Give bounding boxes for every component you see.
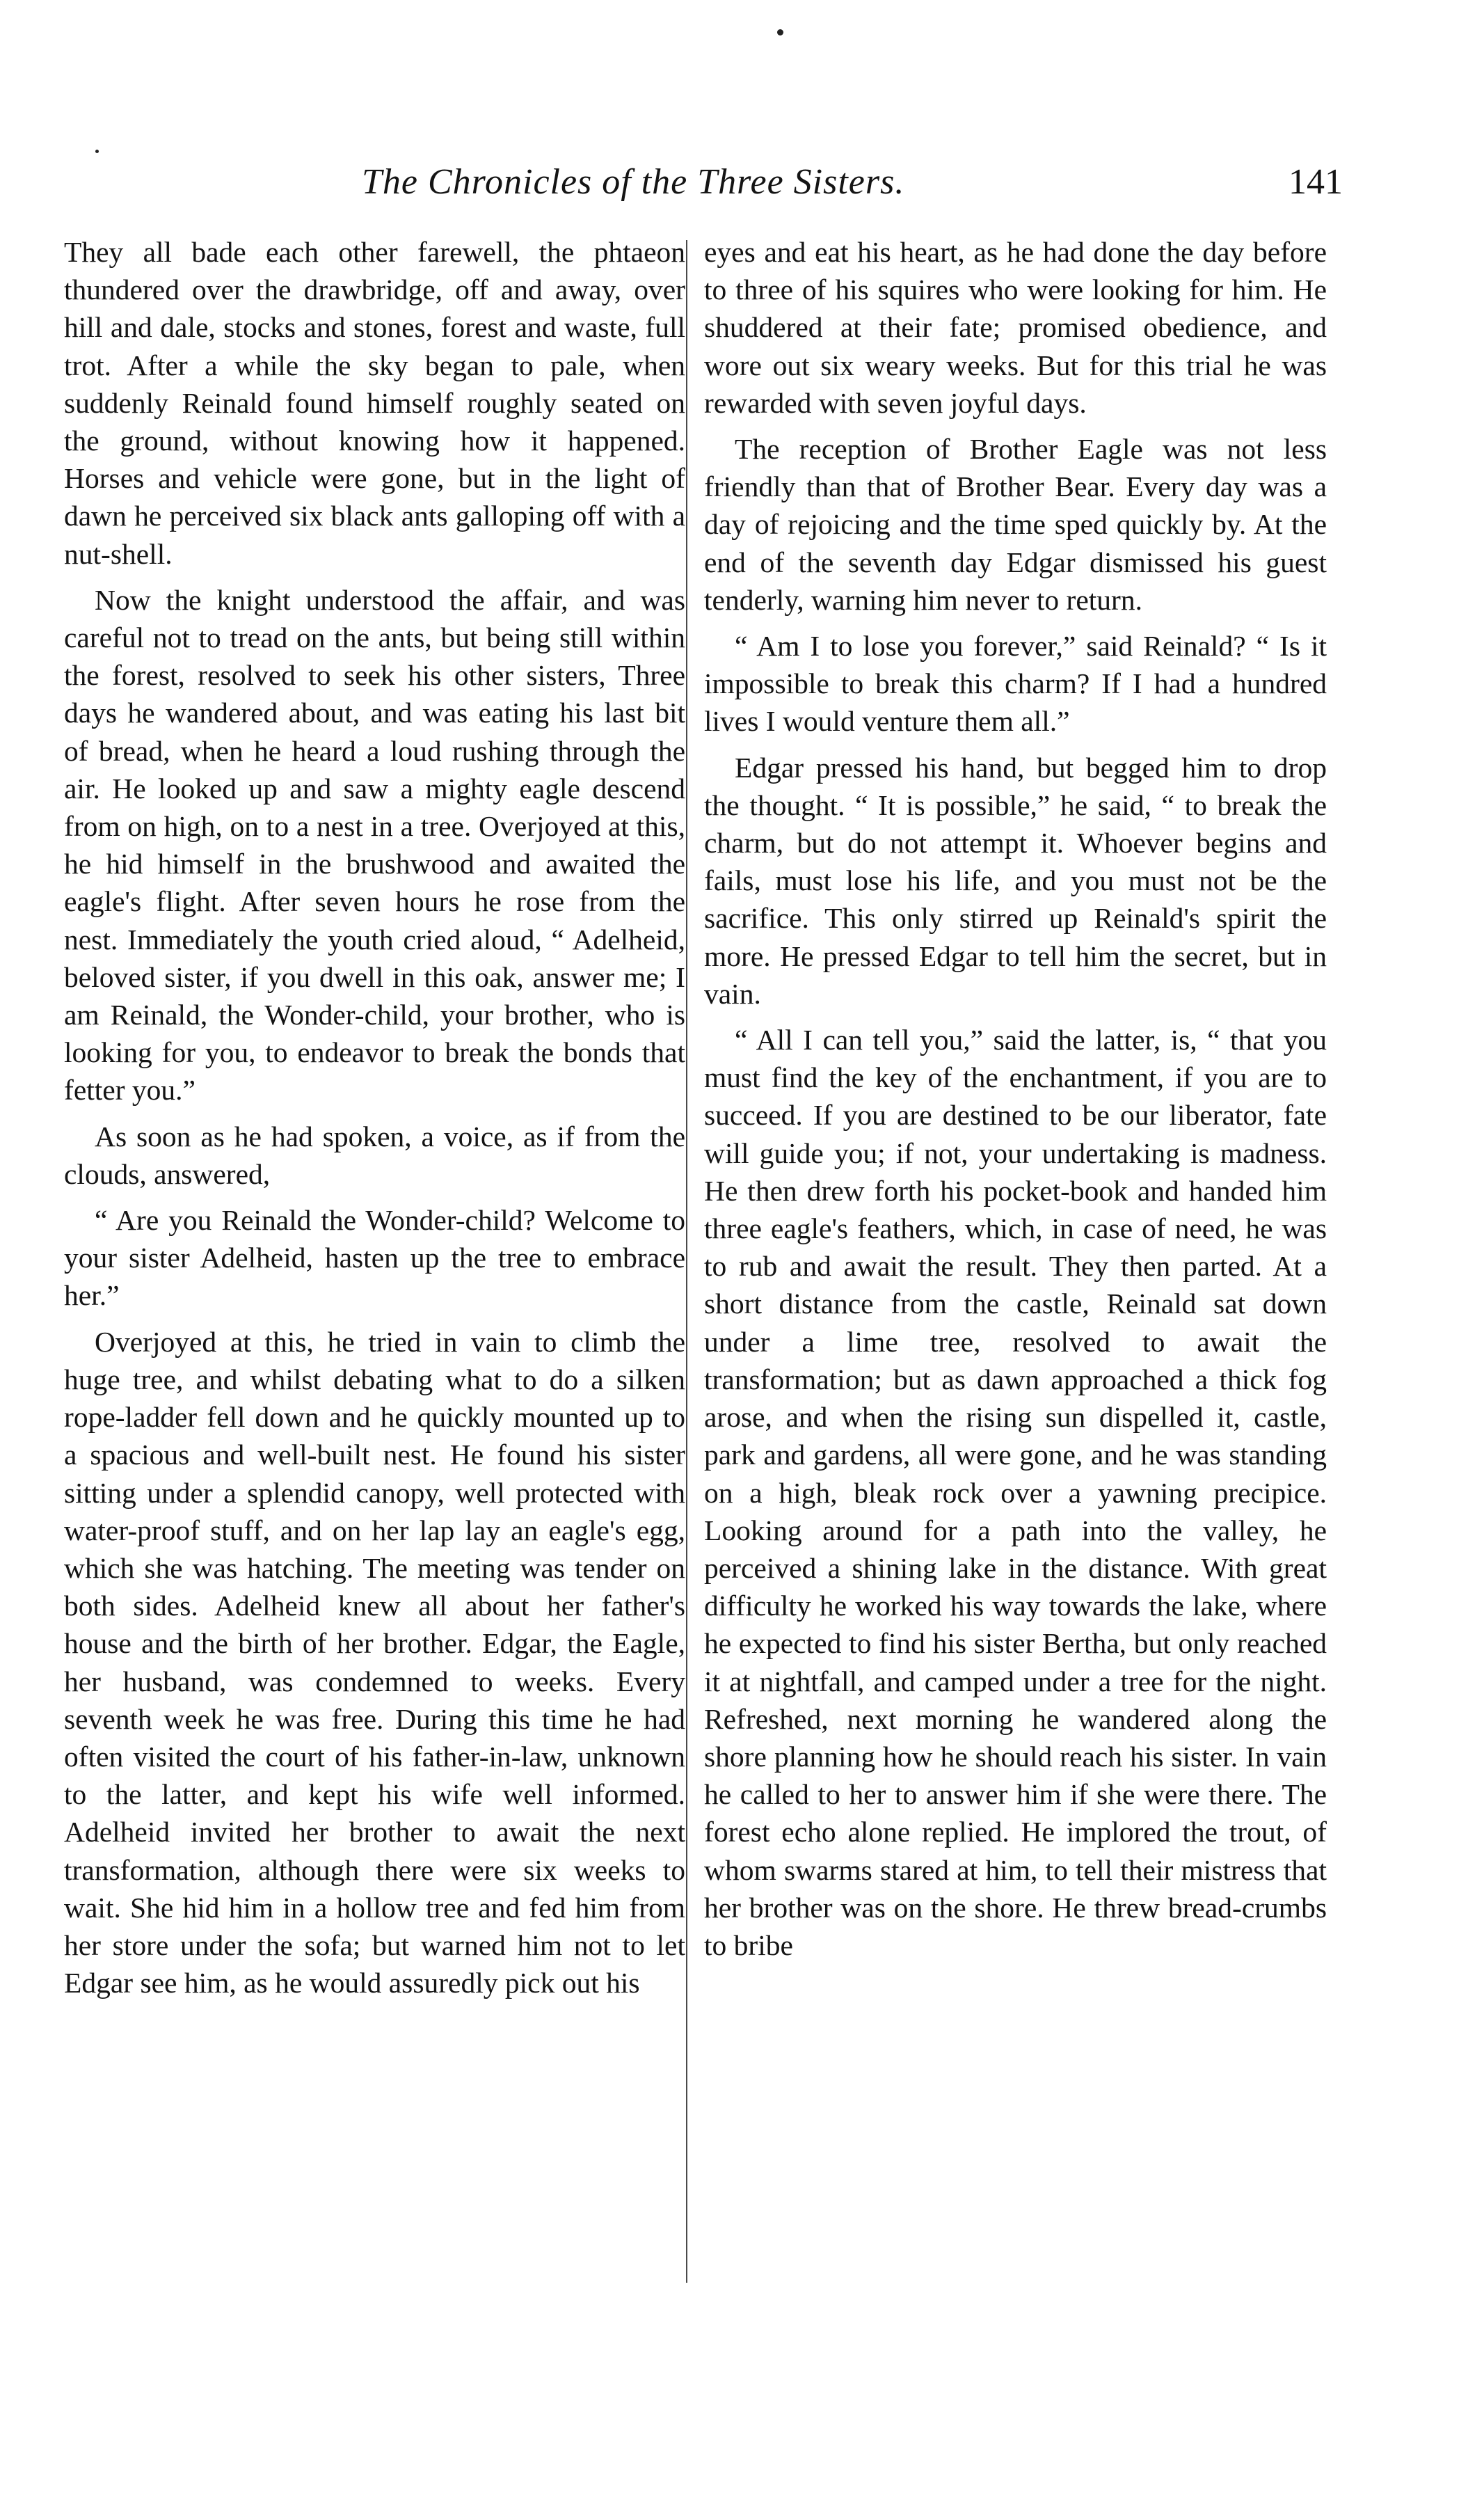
paragraph: They all bade each other farewell, the phtaeon thundered over the drawbridge, off and away, over hill and dale, stocks and stones, forest and waste, full trot. After a while the sky began to pale, when suddenly Reinald found himself roughly seated on the ground, without knowing how it happened. Horses and vehicle were gone, but in the light of dawn he perceived six black ants galloping off with a nut-shell. — [64, 236, 685, 570]
paragraph: Now the knight understood the affair, and was careful not to tread on the ants, but being still within the forest, resolved to seek his other sisters, Three days he wandered about, and was eating his last bit of bread, when he heard a loud rushing through the air. He looked up and saw a mighty eagle descend from on high, on to a nest in a tree. Overjoyed at this, he hid himself in the brushwood and awaited the eagle's flight. After seven hours he rose from the nest. Immediately the youth cried aloud, “ Adelheid, beloved sister, if you dwell in this oak, answer me; I am Reinald, the Wonder-child, your brother, who is looking for you, to endeavor to break the bonds that fetter you.” — [64, 583, 685, 1107]
page-number: 141 — [1288, 162, 1343, 202]
running-head — [362, 161, 1343, 210]
column-divider — [686, 240, 687, 2283]
left-column — [64, 233, 685, 2010]
paragraph: The reception of Brother Eagle was not less friendly than that of Brother Bear. Every day was a day of rejoicing and the time sped quickly by. At the end of the seventh day Edgar dismissed his guest tenderly, warning him never to return. — [704, 433, 1327, 616]
paragraph: eyes and eat his heart, as he had done the day before to three of his squires who were looking for him. He shuddered at their fate; promised obedience, and wore out six weary weeks. But for this trial he was rewarded with seven joyful days. — [704, 236, 1327, 419]
ink-speck-top — [777, 29, 783, 35]
paragraph: Overjoyed at this, he tried in vain to climb the huge tree, and whilst debating what to do a silken rope-ladder fell down and he quickly mounted up to a spacious and well-built nest. He found his sister sitting under a splendid canopy, well protected with water-proof stuff, and on her lap lay an eagle's egg, which she was hatching. The meeting was tender on both sides. Adelheid knew all about her father's house and the birth of her brother. Edgar, the Eagle, her husband, was condemned to weeks. Every seventh week he was free. During this time he had often visited the court of his father-in-law, unknown to the latter, and kept his wife well informed. Adelheid invited her brother to await the next transformation, although there were six weeks to wait. She hid him in a hollow tree and fed him from her store under the sofa; but warned him not to let Edgar see him, as he would assuredly pick out his — [64, 1325, 685, 1999]
paragraph: “ Are you Reinald the Wonder-child? Welcome to your sister Adelheid, hasten up the tree to embrace her.” — [64, 1204, 685, 1312]
paragraph: “ All I can tell you,” said the latter, is, “ that you must find the key of the enchantment, if you are to succeed. If you are destined to be our liberator, fate will guide you; if not, your undertaking is madness. He then drew forth his pocket-book and handed him three eagle's feathers, which, in case of need, he was to rub and await the result. They then parted. At a short distance from the castle, Reinald sat down under a lime tree, resolved to await the transformation; but as dawn approached a thick fog arose, and when the rising sun dispelled it, castle, park and gardens, all were gone, and he was standing on a high, bleak rock over a yawning precipice. Looking around for a path into the valley, he perceived a shining lake in the distance. With great difficulty he worked his way towards the lake, where he expected to find his sister Bertha, but only reached it at nightfall, and camped under a tree for the night. Refreshed, next morning he wandered along the shore planning how he should reach his sister. In vain he called to her to answer him if she were there. The forest echo alone replied. He implored the trout, of whom swarms stared at him, to tell their mistress that her brother was on the shore. He threw bread-crumbs to bribe — [704, 1024, 1327, 1961]
ink-speck-left — [95, 150, 99, 153]
running-title: The Chronicles of the Three Sisters. — [362, 162, 905, 202]
right-column — [704, 233, 1327, 1972]
paragraph: As soon as he had spoken, a voice, as if from the clouds, answered, — [64, 1120, 685, 1190]
paragraph: Edgar pressed his hand, but begged him to drop the thought. “ It is possible,” he said, “ to break the charm, but do not attempt it. Whoever begins and fails, must lose his life, and you must not be the sacrifice. This only stirred up Reinald's spirit the more. He pressed Edgar to tell him the secret, but in vain. — [704, 751, 1327, 1010]
paragraph: “ Am I to lose you forever,” said Reinald? “ Is it impossible to break this charm? If I had a hundred lives I would venture them all.” — [704, 630, 1327, 738]
